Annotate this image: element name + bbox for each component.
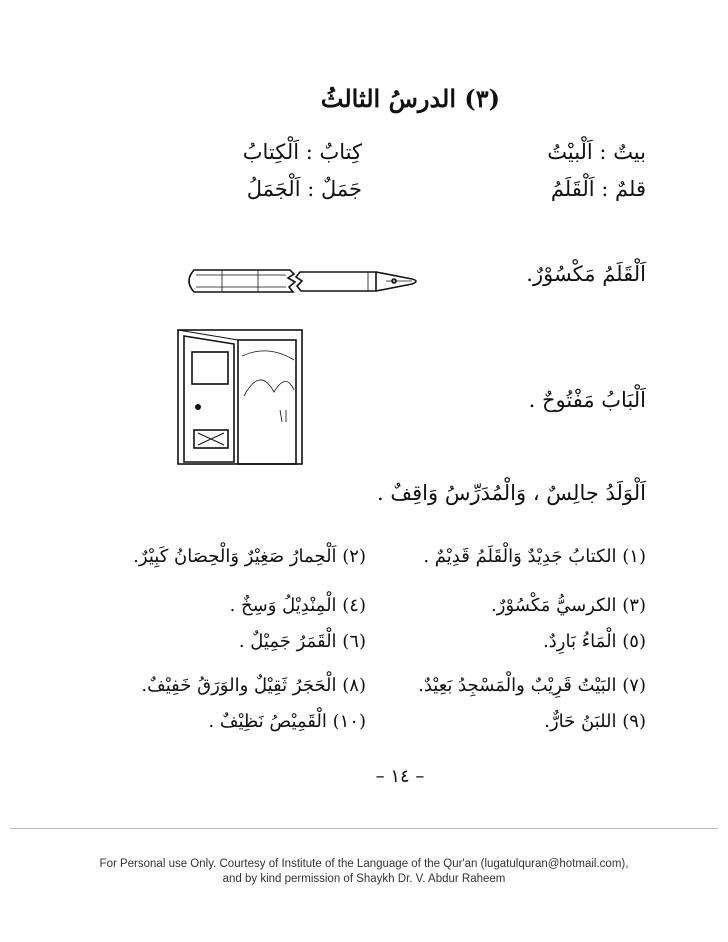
exercise-6: (٦) الْقَمَرُ جَمِيْلٌ . [238,631,366,652]
exercise-5: (٥) الْمَاءُ بَارِدٌ. [543,631,646,652]
word-pair-bayt: بيتٌ : اَلْبيْتُ [547,140,646,164]
exercise-7: (٧) البَيْتُ قَرِيْبٌ والْمَسْجِدُ بَعِيْدٌ. [418,675,646,696]
word-pair-qalam: قلمٌ : اَلْقَلَمُ [550,177,646,201]
broken-pen-illustration [180,262,430,302]
exercise-1: (١) الكتابُ جَدِيْدٌ وَالْقَلَمُ قَدِيْمٌ . [423,546,646,567]
exercise-10: (١٠) الْقَمِيْصُ نَظِيْفٌ . [208,711,366,732]
page-number: – ١٤ – [375,766,425,787]
sentence-pen-broken: اَلْقَلَمُ مَكْسُوْرٌ. [526,262,646,286]
word-pair-jamal: جَمَلٌ : اَلْجَمَلُ [246,177,362,201]
exercise-4: (٤) الْمِنْدِيْلُ وَسِخٌ . [229,595,366,616]
exercise-9: (٩) اللبَنُ حَارٌّ. [544,711,646,732]
exercise-8: (٨) الْحَجَرُ ثَقِيْلٌ والوَرَقُ خَفِيْفٌ. [141,675,366,696]
exercise-3: (٣) الكرسيُّ مَكْسُوْرٌ. [491,595,646,616]
exercise-2: (٢) اَلْحِمارُ صَغِيْرٌ وَالْحِصَانُ كَبِيْرٌ. [133,546,366,567]
lesson-title: (٣) الدرسُ الثالثُ [320,84,500,113]
word-pair-kitab: كِتابٌ : اَلْكِتابُ [242,140,362,164]
footer-divider [10,828,718,829]
footer-line-1: For Personal use Only. Courtesy of Institute of the Language of the Qur'an (lugatulquran@hotmail.com), [99,858,629,870]
sentence-door-open: اَلْبَابُ مَفْتُوحٌ . [528,388,646,412]
footer-credit [0,857,728,887]
footer-line-2: and by kind permission of Shaykh Dr. V. Abdur Raheem [222,873,506,885]
sentence-boy-sitting: اَلْوَلَدُ جالِسٌ ، وَالْمُدَرِّسُ وَاقِفٌ . [377,481,646,505]
open-door-illustration [176,326,316,470]
